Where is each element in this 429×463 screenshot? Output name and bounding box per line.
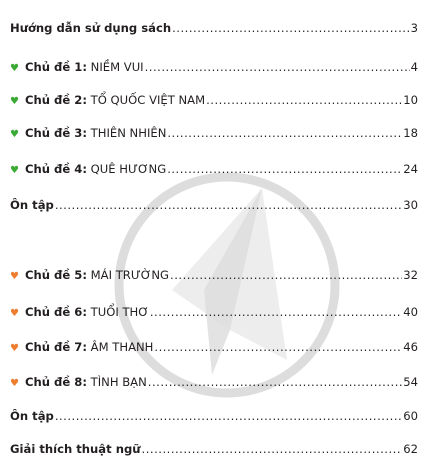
toc-entry-topic-8[interactable] bbox=[10, 373, 418, 391]
toc-entry-topic-7[interactable] bbox=[10, 338, 418, 356]
toc-entry-label: Ôn tập bbox=[10, 198, 54, 212]
toc-page-number: 46 bbox=[403, 340, 418, 354]
toc-entry-glossary[interactable] bbox=[10, 440, 418, 458]
topic-title: TUỔI THƠ bbox=[86, 305, 149, 319]
dot-leader bbox=[145, 58, 410, 76]
toc-page-number: 54 bbox=[403, 375, 418, 389]
topic-title: TỔ QUỐC VIỆT NAM bbox=[86, 93, 206, 107]
heart-icon: ♥ bbox=[10, 378, 19, 389]
topic-prefix: Chủ đề 8: bbox=[25, 375, 87, 389]
topic-prefix: Chủ đề 4: bbox=[25, 162, 87, 176]
toc-entry-topic-2[interactable] bbox=[10, 91, 418, 109]
topic-title: TÌNH BẠN bbox=[86, 375, 147, 389]
toc-page-number: 60 bbox=[403, 409, 418, 423]
heart-icon: ♥ bbox=[10, 96, 19, 107]
heart-icon: ♥ bbox=[10, 308, 19, 319]
toc-entry-guide[interactable] bbox=[10, 19, 418, 37]
dot-leader bbox=[172, 19, 410, 37]
toc-page-number: 4 bbox=[410, 60, 418, 74]
topic-prefix: Chủ đề 2: bbox=[25, 93, 87, 107]
dot-leader bbox=[55, 196, 402, 214]
toc-page-number: 30 bbox=[403, 198, 418, 212]
toc-page-number: 62 bbox=[403, 442, 418, 456]
topic-prefix: Chủ đề 6: bbox=[25, 305, 87, 319]
heart-icon: ♥ bbox=[10, 63, 19, 74]
topic-prefix: Chủ đề 5: bbox=[25, 268, 87, 282]
toc-entry-review-1[interactable] bbox=[10, 196, 418, 214]
toc-entry-topic-6[interactable] bbox=[10, 303, 418, 321]
toc-page-number: 40 bbox=[403, 305, 418, 319]
heart-icon: ♥ bbox=[10, 343, 19, 354]
dot-leader bbox=[55, 407, 402, 425]
toc-entry-topic-3[interactable] bbox=[10, 124, 418, 142]
dot-leader bbox=[148, 373, 402, 391]
toc-page-number: 24 bbox=[403, 162, 418, 176]
heart-icon: ♥ bbox=[10, 271, 19, 282]
dot-leader bbox=[170, 266, 402, 284]
dot-leader bbox=[142, 440, 403, 458]
toc-entry-topic-4[interactable] bbox=[10, 160, 418, 178]
toc-page-number: 18 bbox=[403, 126, 418, 140]
topic-title: THIÊN NHIÊN bbox=[86, 126, 167, 140]
toc-page-number: 3 bbox=[410, 21, 418, 35]
topic-prefix: Chủ đề 3: bbox=[25, 126, 87, 140]
topic-title: ÂM THANH bbox=[86, 340, 154, 354]
toc-entry-topic-1[interactable] bbox=[10, 58, 418, 76]
toc-entry-label: Hướng dẫn sử dụng sách bbox=[10, 21, 172, 35]
toc-entry-label: Ôn tập bbox=[10, 409, 54, 423]
dot-leader bbox=[150, 303, 402, 321]
topic-prefix: Chủ đề 7: bbox=[25, 340, 87, 354]
heart-icon: ♥ bbox=[10, 129, 19, 140]
toc-entry-review-2[interactable] bbox=[10, 407, 418, 425]
dot-leader bbox=[154, 338, 402, 356]
topic-prefix: Chủ đề 1: bbox=[25, 60, 87, 74]
dot-leader bbox=[167, 160, 402, 178]
toc-page-number: 32 bbox=[403, 268, 418, 282]
topic-title: MÁI TRƯỜNG bbox=[86, 268, 170, 282]
toc-page-number: 10 bbox=[403, 93, 418, 107]
toc-entry-label: Giải thích thuật ngữ bbox=[10, 442, 141, 456]
topic-title: NIỀM VUI bbox=[86, 60, 144, 74]
heart-icon: ♥ bbox=[10, 165, 19, 176]
toc-entry-topic-5[interactable] bbox=[10, 266, 418, 284]
dot-leader bbox=[167, 124, 402, 142]
dot-leader bbox=[206, 91, 402, 109]
topic-title: QUÊ HƯƠNG bbox=[86, 162, 167, 176]
